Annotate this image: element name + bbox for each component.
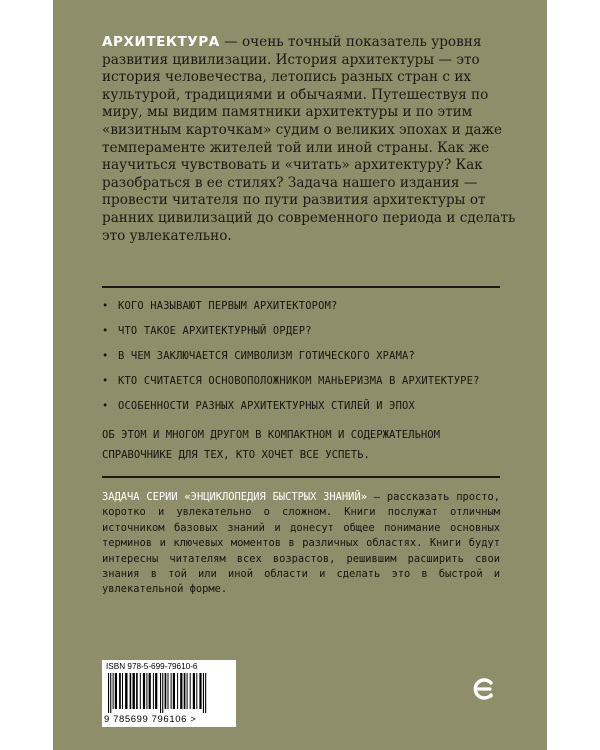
barcode-bar [113,673,114,709]
question-text: ОСОБЕННОСТИ РАЗНЫХ АРХИТЕКТУРНЫХ СТИЛЕЙ И ЭПОХ [118,400,415,412]
series-description [102,490,500,598]
barcode-bar [173,673,175,709]
question-text: В ЧЕМ ЗАКЛЮЧАЕТСЯ СИМВОЛИЗМ ГОТИЧЕСКОГО ХРАМА? [118,350,415,362]
barcode-bar [203,673,204,713]
intro-paragraph [102,34,520,245]
barcode-bar [162,673,163,713]
question-item [102,398,522,423]
barcode-bar [160,673,161,713]
series-text: — рассказать просто, коротко и увлекательно о сложном. Книги послужат отличным источником базовых знаний и донесут общее понимание основных терминов и ключевых моментов в различных областях. Книги будут интересны читателям всех возрастов, решившим расширить свои знания в той или иной области и сделать это в быстрой и увлекательной форме. [102,491,500,596]
barcode-bar [122,673,123,709]
barcode-bar [190,673,191,709]
eksmo-logo-icon [472,676,494,702]
question-text: КОГО НАЗЫВАЮТ ПЕРВЫМ АРХИТЕКТОРОМ? [118,300,338,312]
question-item [102,348,522,373]
barcode-bar [136,673,138,709]
barcode-bar [199,673,201,709]
barcode-bar [146,673,147,709]
barcode-bar [180,673,182,709]
barcode-bar [168,673,169,709]
question-list [102,298,522,423]
barcode-bar [108,673,109,713]
barcode-bar [115,673,117,709]
isbn-label: ISBN 978-5-699-79610-6 [106,662,198,671]
top-divider [102,286,500,288]
barcode-bar [153,673,154,709]
barcode-bar [187,673,188,709]
intro-lead-word: АРХИТЕКТУРА [102,34,220,50]
barcode-bar [205,673,206,713]
barcode-bar [184,673,186,709]
bottom-divider [102,476,500,478]
barcode-bar [171,673,172,709]
barcode-bar [149,673,151,709]
barcode-bar [155,673,157,709]
bullet: • [102,375,109,387]
intro-text: — очень точный показатель уровня развития цивилизации. История архитектуры — это история человечества, летопись разных стран с их культурой, традициями и обычаями. Путешествуя по миру, мы видим памятники архитектуры и по этим «визитным карточкам» судим о великих эпохах и даже темпераменте жителей той или иной страны. Как же научиться чувствовать и «читать» архитектуру? Как разобраться в ее стилях? Задача нашего издания — провести читателя по пути развития архитектуры от ранних цивилизаций до современного периода и сделать это увлекательно. [102,34,516,244]
barcode-bar [119,673,121,709]
question-text: ЧТО ТАКОЕ АРХИТЕКТУРНЫЙ ОРДЕР? [118,325,312,337]
barcode-bar [130,673,132,709]
barcode-bar [133,673,135,709]
barcode-bars [106,673,232,713]
question-text: КТО СЧИТАЕТСЯ ОСНОВОПОЛОЖНИКОМ МАНЬЕРИЗМА В АРХИТЕКТУРЕ? [118,375,480,387]
barcode-bar [165,673,167,709]
barcode-bar [140,673,141,709]
barcode-bar [143,673,145,709]
bullet: • [102,350,109,362]
question-item [102,298,522,323]
summary-note: ОБ ЭТОМ И МНОГОМ ДРУГОМ В КОМПАКТНОМ И СОДЕРЖАТЕЛЬНОМ СПРАВОЧНИКЕ ДЛЯ ТЕХ, КТО ХОЧЕТ ВСЕ УСПЕТЬ. [102,429,441,461]
bullet: • [102,325,109,337]
barcode-bar [193,673,195,709]
back-cover [53,0,547,750]
barcode-bar [177,673,178,709]
question-item [102,323,522,348]
bullet: • [102,300,109,312]
question-item [102,373,522,398]
barcode-bar [110,673,111,713]
barcode-bar [125,673,127,709]
barcode [102,660,236,727]
barcode-bar [196,673,197,709]
series-lead: ЗАДАЧА СЕРИИ «ЭНЦИКЛОПЕДИЯ БЫСТРЫХ ЗНАНИЙ» [102,491,367,503]
bullet: • [102,400,109,412]
barcode-digits: 9 785699 796106 > [104,714,197,725]
